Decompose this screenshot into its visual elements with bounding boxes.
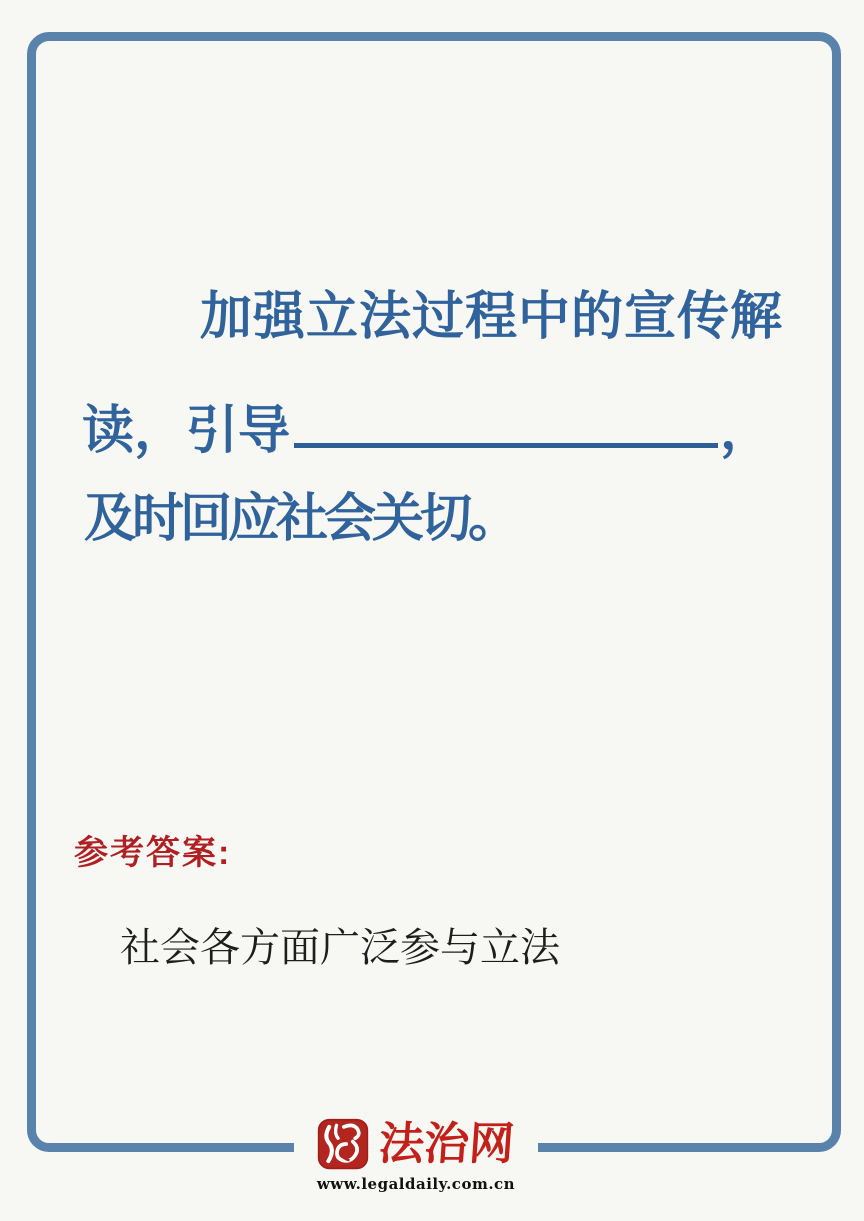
question-line-2 — [82, 397, 772, 461]
answer-label: 参考答案: — [74, 834, 232, 872]
question-line-2-prefix: 读，引导 — [82, 402, 291, 460]
footer-logo-row — [317, 1116, 517, 1172]
fill-in-blank-underline — [294, 397, 718, 448]
question-line-3: 及时回应社会关切。 — [84, 490, 517, 548]
answer-text: 社会各方面广泛参与立法 — [120, 925, 560, 971]
question-line-2-suffix: ， — [720, 402, 773, 460]
site-url: www.legaldaily.com.cn — [316, 1175, 516, 1193]
footer-logo — [294, 1102, 538, 1194]
legal-daily-seal-icon — [317, 1117, 369, 1171]
question-line-1: 加强立法过程中的宣传解 — [200, 288, 784, 346]
site-name-calligraphy: 法治网 — [377, 1117, 517, 1170]
card-border-frame — [27, 32, 841, 1152]
